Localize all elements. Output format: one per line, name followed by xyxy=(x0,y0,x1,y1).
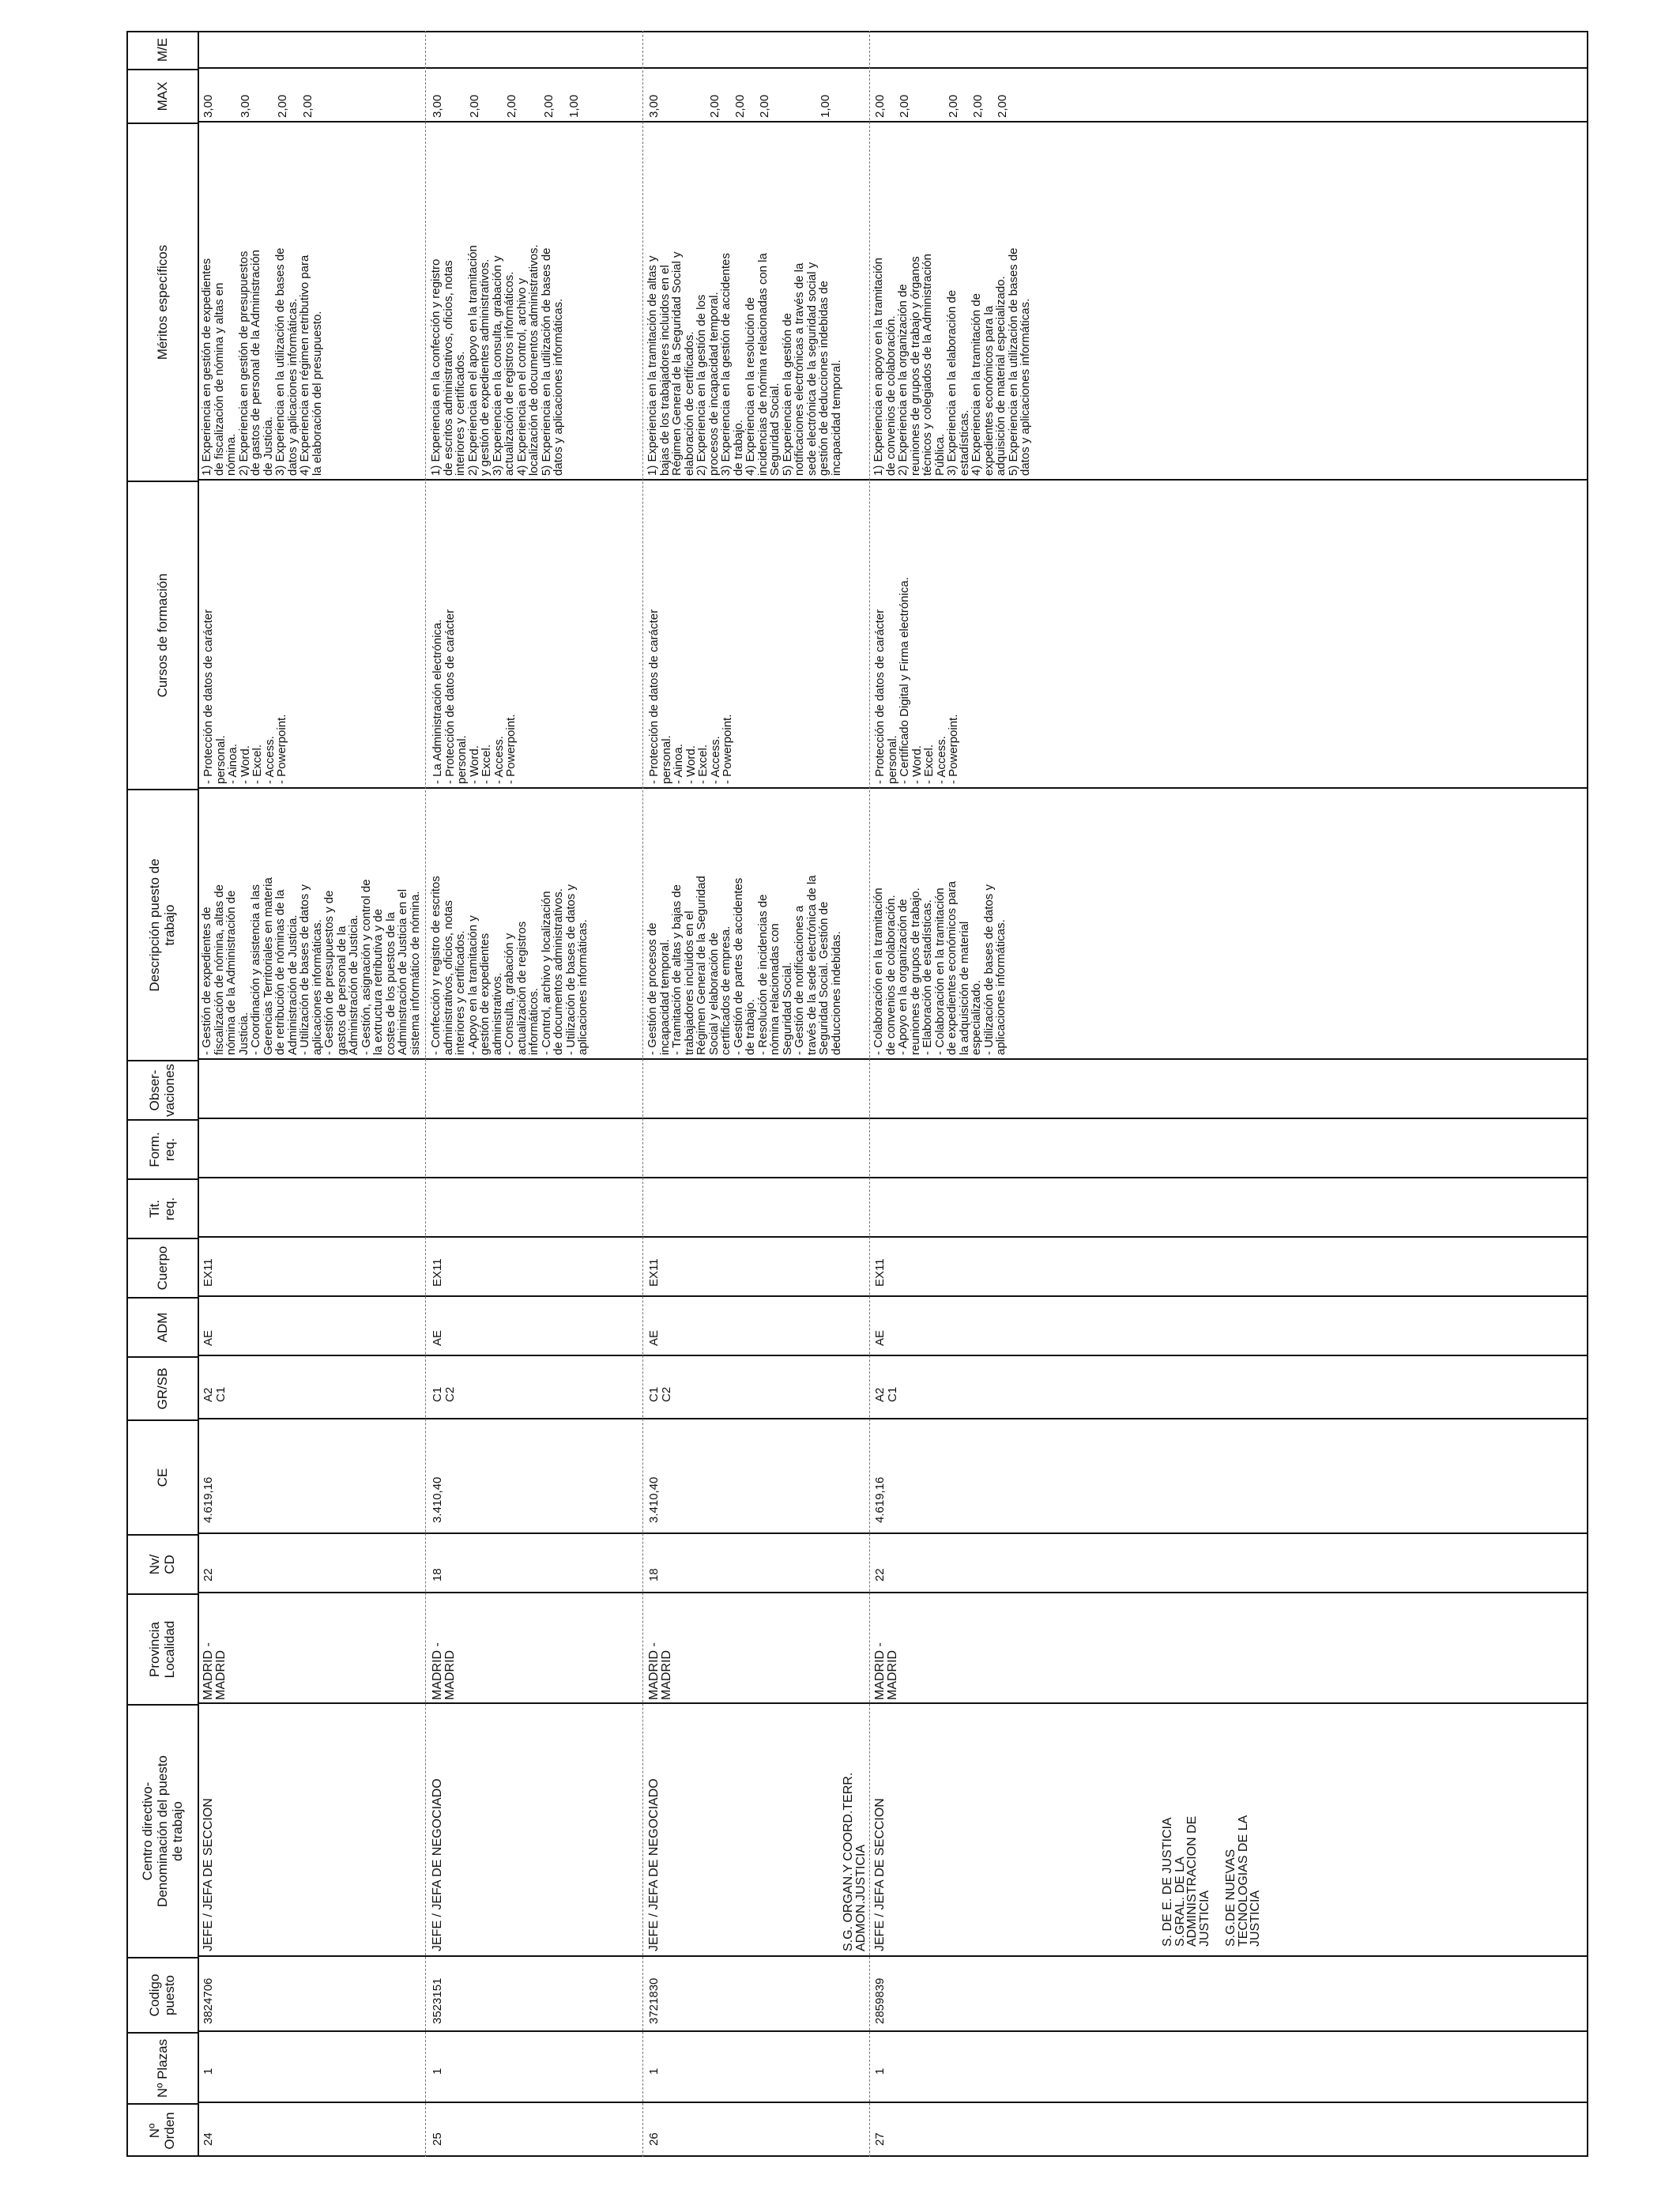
row-24-ce: 4.619,16 xyxy=(202,1476,215,1523)
column-rule xyxy=(198,1295,1587,1297)
header-me: M/E xyxy=(154,37,170,62)
row-24-provincia: MADRID - MADRID xyxy=(202,1642,228,1700)
row-24-orden: 24 xyxy=(202,2132,215,2146)
header-nivel: Nv/ CD xyxy=(126,1534,198,1593)
row-24-max-4: 2,00 xyxy=(301,94,315,118)
row-24-max-2: 3,00 xyxy=(239,94,252,118)
header-obs: Obser- vaciones xyxy=(126,1060,198,1119)
row-25-orden: 25 xyxy=(431,2132,444,2146)
row-24-max-3: 2,00 xyxy=(276,94,289,118)
row-26-codigo: 3721830 xyxy=(647,1977,661,2024)
group-subdireccion: S.G.DE NUEVAS TECNOLOGIAS DE LA JUSTICIA xyxy=(1224,1815,1262,1947)
row-25-descripcion: - Confección y registro de escritos administrativos, oficios, notas interiores y certificados. - Apoyo en la tramitación y gestión de expedientes administrativos. - Consulta, grabación y actualización de registros informáticos. - Control, archivo y localización de documentos administrativos. - Utilización de bases de datos y aplicaciones informáticas. xyxy=(429,876,590,1055)
row-27-max-1: 2,00 xyxy=(873,94,887,118)
row-24-adm: AE xyxy=(202,1329,215,1346)
header-orden: Nº Orden xyxy=(126,2103,198,2157)
row-27-plazas: 1 xyxy=(873,2068,887,2075)
row-27-max-4: 2,00 xyxy=(971,94,985,118)
column-rule xyxy=(198,1702,1587,1704)
row-separator xyxy=(642,31,643,2157)
row-26-ce: 3.410,40 xyxy=(647,1476,661,1523)
header-rule xyxy=(198,31,199,2157)
row-27-cursos: - Protección de datos de carácter personal. - Certificado Digital y Firma electrónica. - Word. - Excel. - Access. - Powerpoint. xyxy=(873,577,960,784)
row-26-cursos: - Protección de datos de carácter personal. - Ainoa. - Word. - Excel. - Access. - Powerpoint. xyxy=(647,609,734,784)
row-25-provincia: MADRID - MADRID xyxy=(431,1642,457,1700)
row-26-nivel: 18 xyxy=(647,1568,661,1581)
row-25-max-2: 2,00 xyxy=(468,94,481,118)
header-codigo: Codigo puesto xyxy=(126,1957,198,2032)
column-rule xyxy=(198,479,1587,481)
row-26-max-5: 1,00 xyxy=(819,94,832,118)
row-24-cursos: - Protección de datos de carácter personal. - Ainoa. - Word. - Excel. - Access. - Powerpoint. xyxy=(202,609,288,784)
row-27-orden: 27 xyxy=(873,2132,887,2146)
row-27-grupo: A2 C1 xyxy=(873,1386,899,1402)
row-27-codigo: 2859839 xyxy=(873,1977,887,2024)
row-27-cuerpo: EX11 xyxy=(873,1258,887,1287)
row-25-nivel: 18 xyxy=(431,1568,444,1581)
row-24-meritos: 1) Experiencia en gestión de expedientes de fiscalización de nómina y altas en nómina. 2) Experiencia en gestión de presupuestos de gastos de personal de la Administración de Justicia. 3) Experiencia en la utilización de bases de datos y aplicaciones informáticas. 4) Experiencia en régimen retributivo para la elaboración del presupuesto. xyxy=(200,247,324,476)
row-26-grupo: C1 C2 xyxy=(647,1386,673,1402)
column-rule xyxy=(198,121,1587,123)
row-25-codigo: 3523151 xyxy=(431,1977,444,2024)
row-25-max-3: 2,00 xyxy=(505,94,518,118)
row-27-adm: AE xyxy=(873,1329,887,1346)
column-rule xyxy=(198,1418,1587,1419)
row-27-max-5: 2,00 xyxy=(996,94,1009,118)
header-ce: CE xyxy=(126,1419,198,1534)
row-26-max-3: 2,00 xyxy=(733,94,747,118)
row-25-cursos: - La Administración electrónica. - Protección de datos de carácter personal. - Word. - Excel. - Access. - Powerpoint. xyxy=(431,609,518,784)
row-27-centro: JEFE / JEFA DE SECCION xyxy=(873,1798,887,1951)
row-26-centro: JEFE / JEFA DE NEGOCIADO xyxy=(647,1778,661,1951)
row-27-provincia: MADRID - MADRID xyxy=(873,1642,899,1700)
row-24-cuerpo: EX11 xyxy=(202,1258,215,1287)
row-24-max-1: 3,00 xyxy=(202,94,215,118)
row-26-max-2: 2,00 xyxy=(708,94,721,118)
row-27-max-2: 2,00 xyxy=(898,94,911,118)
row-24-nivel: 22 xyxy=(202,1568,215,1581)
row-26-descripcion: - Gestión de procesos de incapacidad temporal. - Tramitación de altas y bajas de trabajadores incluidos en el Régimen General de la Seguridad Social y elaboración de certificados de empresa. - Gestión de partes de accidentes de trabajo. - Resolución de incidencias de nómina relacionadas con Seguridad Social. - Gestión de notificaciones a través de la sede electrónica de la Seguridad Social. Gestión de deducciones indebidas. xyxy=(646,875,843,1055)
row-24-centro: JEFE / JEFA DE SECCION xyxy=(202,1798,215,1951)
header-descripcion: Descripción puesto de trabajo xyxy=(126,789,198,1060)
row-25-max-4: 2,00 xyxy=(542,94,556,118)
row-25-cuerpo: EX11 xyxy=(431,1258,444,1287)
column-rule xyxy=(198,2102,1587,2103)
row-24-descripcion: - Gestión de expedientes de fiscalización de nómina, altas de nómina de la Administración de Justicia. - Coordinación y asistencia a las Gerencias Territoriales en materia de retribución de nóminas de la Administración de Justicia. - Utilización de bases de datos y aplicaciones informáticas. - Gestión de presupuestos y de gastos de personal de la Administración de Justicia. - Gestión, asignación y control de la extructura retributiva y de costes de los puestos de la Administración de Justicia en el sistema informático de nómina. xyxy=(200,877,422,1055)
row-24-plazas: 1 xyxy=(202,2068,215,2075)
row-separator xyxy=(425,31,426,2157)
row-25-grupo: C1 C2 xyxy=(431,1386,457,1402)
column-rule xyxy=(198,1532,1587,1534)
column-rule xyxy=(198,787,1587,789)
column-rule xyxy=(198,2030,1587,2032)
row-25-adm: AE xyxy=(431,1329,444,1346)
row-27-nivel: 22 xyxy=(873,1568,887,1581)
header-provincia: Provincia Localidad xyxy=(126,1593,198,1704)
row-27-max-3: 2,00 xyxy=(947,94,960,118)
header-plazas: Nº Plazas xyxy=(126,2032,198,2103)
column-rule xyxy=(198,1236,1587,1238)
row-27-centro-group: S.G. ORGAN.Y COORD.TERR. ADMON.JUSTICIA xyxy=(842,1772,868,1951)
row-25-max-5: 1,00 xyxy=(567,94,581,118)
header-meritos: Méritos específicos xyxy=(126,123,198,481)
row-25-max-1: 3,00 xyxy=(431,94,444,118)
row-24-grupo: A2 C1 xyxy=(202,1386,228,1402)
column-rule xyxy=(198,1955,1587,1957)
row-25-centro: JEFE / JEFA DE NEGOCIADO xyxy=(431,1778,444,1951)
row-27-meritos: 1) Experiencia en apoyo en la tramitación de convenios de colaboración. 2) Experiencia en la organización de reuniones de grupos de trabajo y órganos técnicos y colegiados de la Administración Pública. 3) Experiencia en la elaboración de estadísticas. 4) Experiencia en la tramitación de expedientes económicos para la adquisición de material especializado. 5) Experiencia en la utilización de bases de datos y aplicaciones informáticas. xyxy=(872,247,1032,476)
row-26-adm: AE xyxy=(647,1329,661,1346)
column-rule xyxy=(198,1058,1587,1060)
column-rule xyxy=(198,1118,1587,1119)
header-tit: Tit. req. xyxy=(126,1178,198,1238)
header-grupo: GR/SB xyxy=(126,1356,198,1419)
header-max: MAX xyxy=(126,69,198,123)
header-adm: ADM xyxy=(126,1297,198,1356)
column-rule xyxy=(198,1177,1587,1178)
row-25-meritos: 1) Experiencia en la confección y registro de escritos administrativos, oficios, notas interiores y certificados. 2) Experiencia en el apoyo en la tramitación y gestión de expedientes administrativos. 3) Experiencia en la consulta, grabación y actualización de registros informáticos. 4) Experiencia en el control, archivo y localización de documentos administrativos. 5) Experiencia en la utilización de bases de datos y aplicaciones informáticas. xyxy=(429,244,565,476)
rotated-table xyxy=(126,31,1588,2157)
row-24-codigo: 3824706 xyxy=(202,1977,215,2024)
header-form: Form. req. xyxy=(126,1119,198,1178)
row-26-plazas: 1 xyxy=(647,2068,661,2075)
column-rule xyxy=(198,67,1587,69)
row-25-ce: 3.410,40 xyxy=(431,1476,444,1523)
row-separator xyxy=(869,31,870,2157)
column-rule xyxy=(198,1355,1587,1356)
header-cursos: Cursos de formación xyxy=(126,481,198,789)
row-25-plazas: 1 xyxy=(431,2068,444,2075)
column-rule xyxy=(198,1592,1587,1593)
row-26-cuerpo: EX11 xyxy=(647,1258,661,1287)
row-26-provincia: MADRID - MADRID xyxy=(647,1642,673,1700)
row-27-descripcion: - Colaboración en la tramitación de convenios de colaboración. - Apoyo en la organización de reuniones de grupos de trabajo. - Elaboración de estadísticas. - Colaboración en la tramitación de expedientes económicos para la adquisición de material especializado. - Utilización de bases de datos y aplicaciones informáticas. xyxy=(872,880,1008,1055)
row-26-orden: 26 xyxy=(647,2132,661,2146)
row-26-max-1: 3,00 xyxy=(647,94,661,118)
header-cuerpo: Cuerpo xyxy=(126,1238,198,1297)
row-26-meritos: 1) Experiencia en la tramitación de altas y bajas de los trabajadores incluidos en el Régimen General de la Seguridad Social y elaboración de certificados. 2) Experiencia en la gestión de los procesos de incapacidad temporal. 3) Experiencia en la gestión de accidentes de trabajo. 4) Experiencia en la resolución de incidencias de nómina relacionadas con la Seguridad Social. 5) Experiencia en la gestión de notificaciones electrónicas a través de la sede electrónica de la seguridad social y gestión de deducciones indebidas de incapacidad temporal. xyxy=(646,251,843,476)
header-centro: Centro directivo- Denominación del puesto de trabajo xyxy=(126,1704,198,1957)
row-26-max-4: 2,00 xyxy=(758,94,771,118)
row-27-ce: 4.619,16 xyxy=(873,1476,887,1523)
group-secretaria: S. DE E. DE JUSTICIA S.GRAL. DE LA ADMINISTRACION DE JUSTICIA xyxy=(1161,1815,1211,1947)
